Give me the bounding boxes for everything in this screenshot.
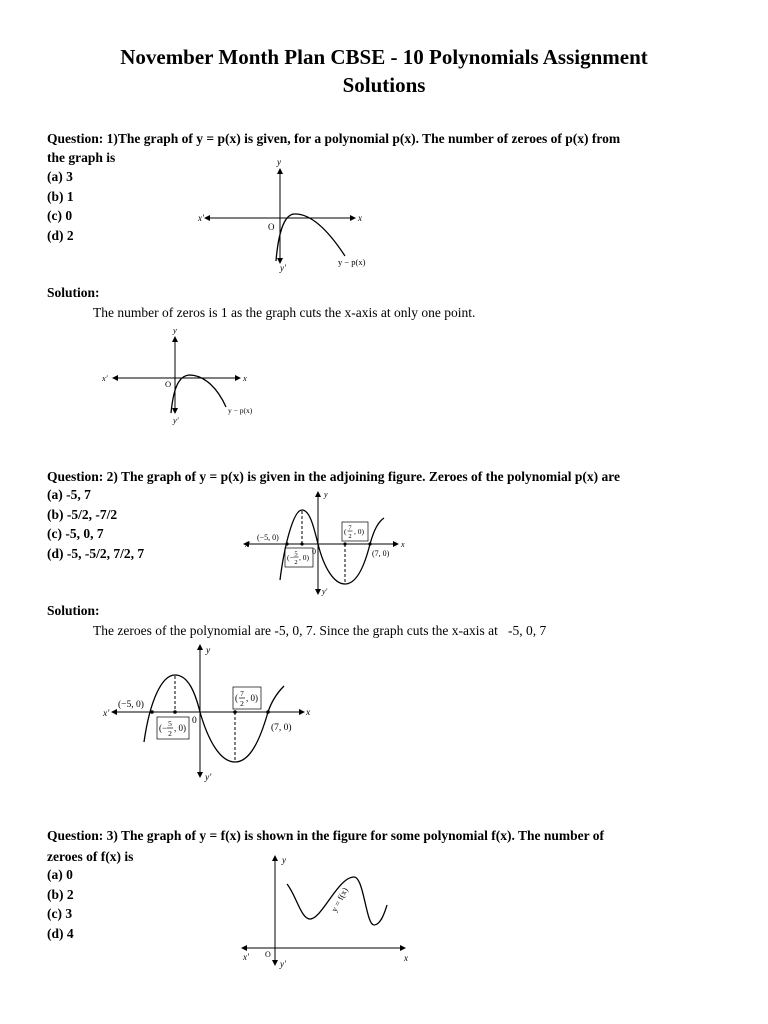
question-2-text: Question: 2) The graph of y = p(x) is given in the adjoining figure. Zeroes of the polynomial p(x) are (47, 469, 620, 484)
fraction-suffix: , 0) (174, 723, 186, 733)
fraction-numerator: 7 (240, 689, 244, 698)
zero-point (266, 710, 270, 714)
question-1-option-b: (b) 1 (47, 189, 74, 204)
y-axis-label: y (282, 855, 286, 865)
question-2-solution-heading: Solution: (47, 603, 100, 618)
question-3-option-a: (a) 0 (47, 867, 73, 882)
x-axis-label: x (243, 373, 247, 383)
question-2-option-d: (d) -5, -5/2, 7/2, 7 (47, 546, 145, 561)
question-1-option-d: (d) 2 (47, 228, 74, 243)
point-label-neg-5-2 (157, 717, 189, 739)
x-axis-label: x (358, 213, 362, 223)
point-label-7: (7, 0) (271, 723, 292, 733)
point-marker (300, 542, 303, 545)
fraction-prefix: ( (344, 527, 347, 536)
question-1-graph (190, 155, 390, 275)
origin-label: O (268, 222, 275, 232)
question-1-solution-heading: Solution: (47, 285, 100, 300)
question-1-solution-text: The number of zeros is 1 as the graph cuts the x-axis at only one point. (93, 305, 476, 320)
x-neg-axis-label: x′ (243, 952, 249, 962)
question-3-option-d: (d) 4 (47, 926, 74, 941)
y-axis-label: y (277, 157, 281, 167)
question-2-graph (238, 488, 413, 603)
fraction-prefix: (− (159, 723, 168, 733)
curve-label: y − p(x) (228, 406, 253, 415)
x-neg-axis-label: x′ (102, 373, 108, 383)
question-2-solution-graph (100, 640, 315, 785)
fraction-prefix: ( (235, 693, 238, 703)
fraction-numerator: 5 (168, 719, 172, 728)
point-label-neg-5-2 (285, 548, 313, 567)
question-2-option-c: (c) -5, 0, 7 (47, 526, 104, 541)
curve-label: y = f(x) (328, 885, 350, 914)
point-label-neg-5: (−5, 0) (257, 533, 279, 542)
curve-label: y − p(x) (338, 257, 366, 267)
fraction-numerator: 7 (348, 524, 352, 532)
question-3-text-cont: zeroes of f(x) is (47, 849, 134, 864)
y-neg-axis-label: y′ (280, 959, 286, 969)
question-1-text: Question: 1)The graph of y = p(x) is given, for a polynomial p(x). The number of zeroes of p(x) from (47, 131, 621, 146)
question-2-solution-text: The zeroes of the polynomial are -5, 0, 7. Since the graph cuts the x-axis at -5, 0, 7 (93, 623, 547, 638)
zero-point (150, 710, 154, 714)
fraction-suffix: , 0) (354, 527, 364, 536)
fraction-denominator: 2 (348, 533, 352, 540)
fraction-suffix: , 0) (299, 553, 309, 562)
fraction-suffix: , 0) (246, 693, 258, 703)
fraction-numerator: 5 (294, 550, 298, 558)
x-neg-axis-label: x′ (245, 540, 251, 549)
fraction-denominator: 2 (240, 699, 244, 708)
x-axis-label: x (401, 540, 405, 549)
x-axis-label: x (306, 708, 311, 718)
question-2-option-b: (b) -5/2, -7/2 (47, 507, 118, 522)
question-1-option-c: (c) 0 (47, 208, 73, 223)
fraction-prefix: (− (287, 553, 294, 562)
zero-point (285, 542, 288, 545)
origin-label: O (265, 950, 271, 959)
y-neg-axis-label: y′ (280, 263, 286, 273)
y-neg-axis-label: y′ (322, 587, 328, 596)
question-1-option-a: (a) 3 (47, 169, 73, 184)
polynomial-curve (280, 510, 384, 584)
x-neg-axis-label: x′ (103, 709, 110, 719)
point-label-neg-5: (−5, 0) (118, 700, 144, 710)
y-axis-label: y (324, 490, 328, 499)
point-label-7-2 (233, 687, 261, 709)
polynomial-curve (171, 375, 226, 413)
question-3-option-b: (b) 2 (47, 887, 74, 902)
y-neg-axis-label: y′ (173, 415, 179, 425)
zero-point (368, 542, 371, 545)
fraction-denominator: 2 (294, 559, 298, 566)
x-axis-label: x (404, 953, 408, 963)
point-marker (173, 710, 177, 714)
origin-label: O (165, 379, 172, 389)
origin-label: 0 (192, 716, 197, 726)
polynomial-curve (144, 675, 284, 762)
point-marker (233, 710, 237, 714)
page-title-line-1: November Month Plan CBSE - 10 Polynomials Assignment (120, 45, 648, 69)
point-label-7-2 (342, 522, 368, 541)
y-neg-axis-label: y′ (205, 773, 212, 783)
point-marker (343, 542, 346, 545)
question-3-text: Question: 3) The graph of y = f(x) is shown in the figure for some polynomial f(x). The number of (47, 828, 604, 843)
polynomial-curve (276, 214, 345, 261)
question-1-solution-graph (95, 325, 275, 430)
page-title-line-2: Solutions (342, 73, 426, 97)
question-1-text-cont: the graph is (47, 150, 116, 165)
fraction-denominator: 2 (168, 729, 172, 738)
question-3-option-c: (c) 3 (47, 906, 73, 921)
point-label-7: (7, 0) (372, 549, 390, 558)
y-axis-label: y (206, 646, 211, 656)
origin-label: 0 (312, 547, 316, 556)
y-axis-label: y (173, 325, 177, 335)
x-neg-axis-label: x′ (198, 213, 204, 223)
question-2-option-a: (a) -5, 7 (47, 487, 91, 502)
question-3-graph (238, 853, 418, 973)
